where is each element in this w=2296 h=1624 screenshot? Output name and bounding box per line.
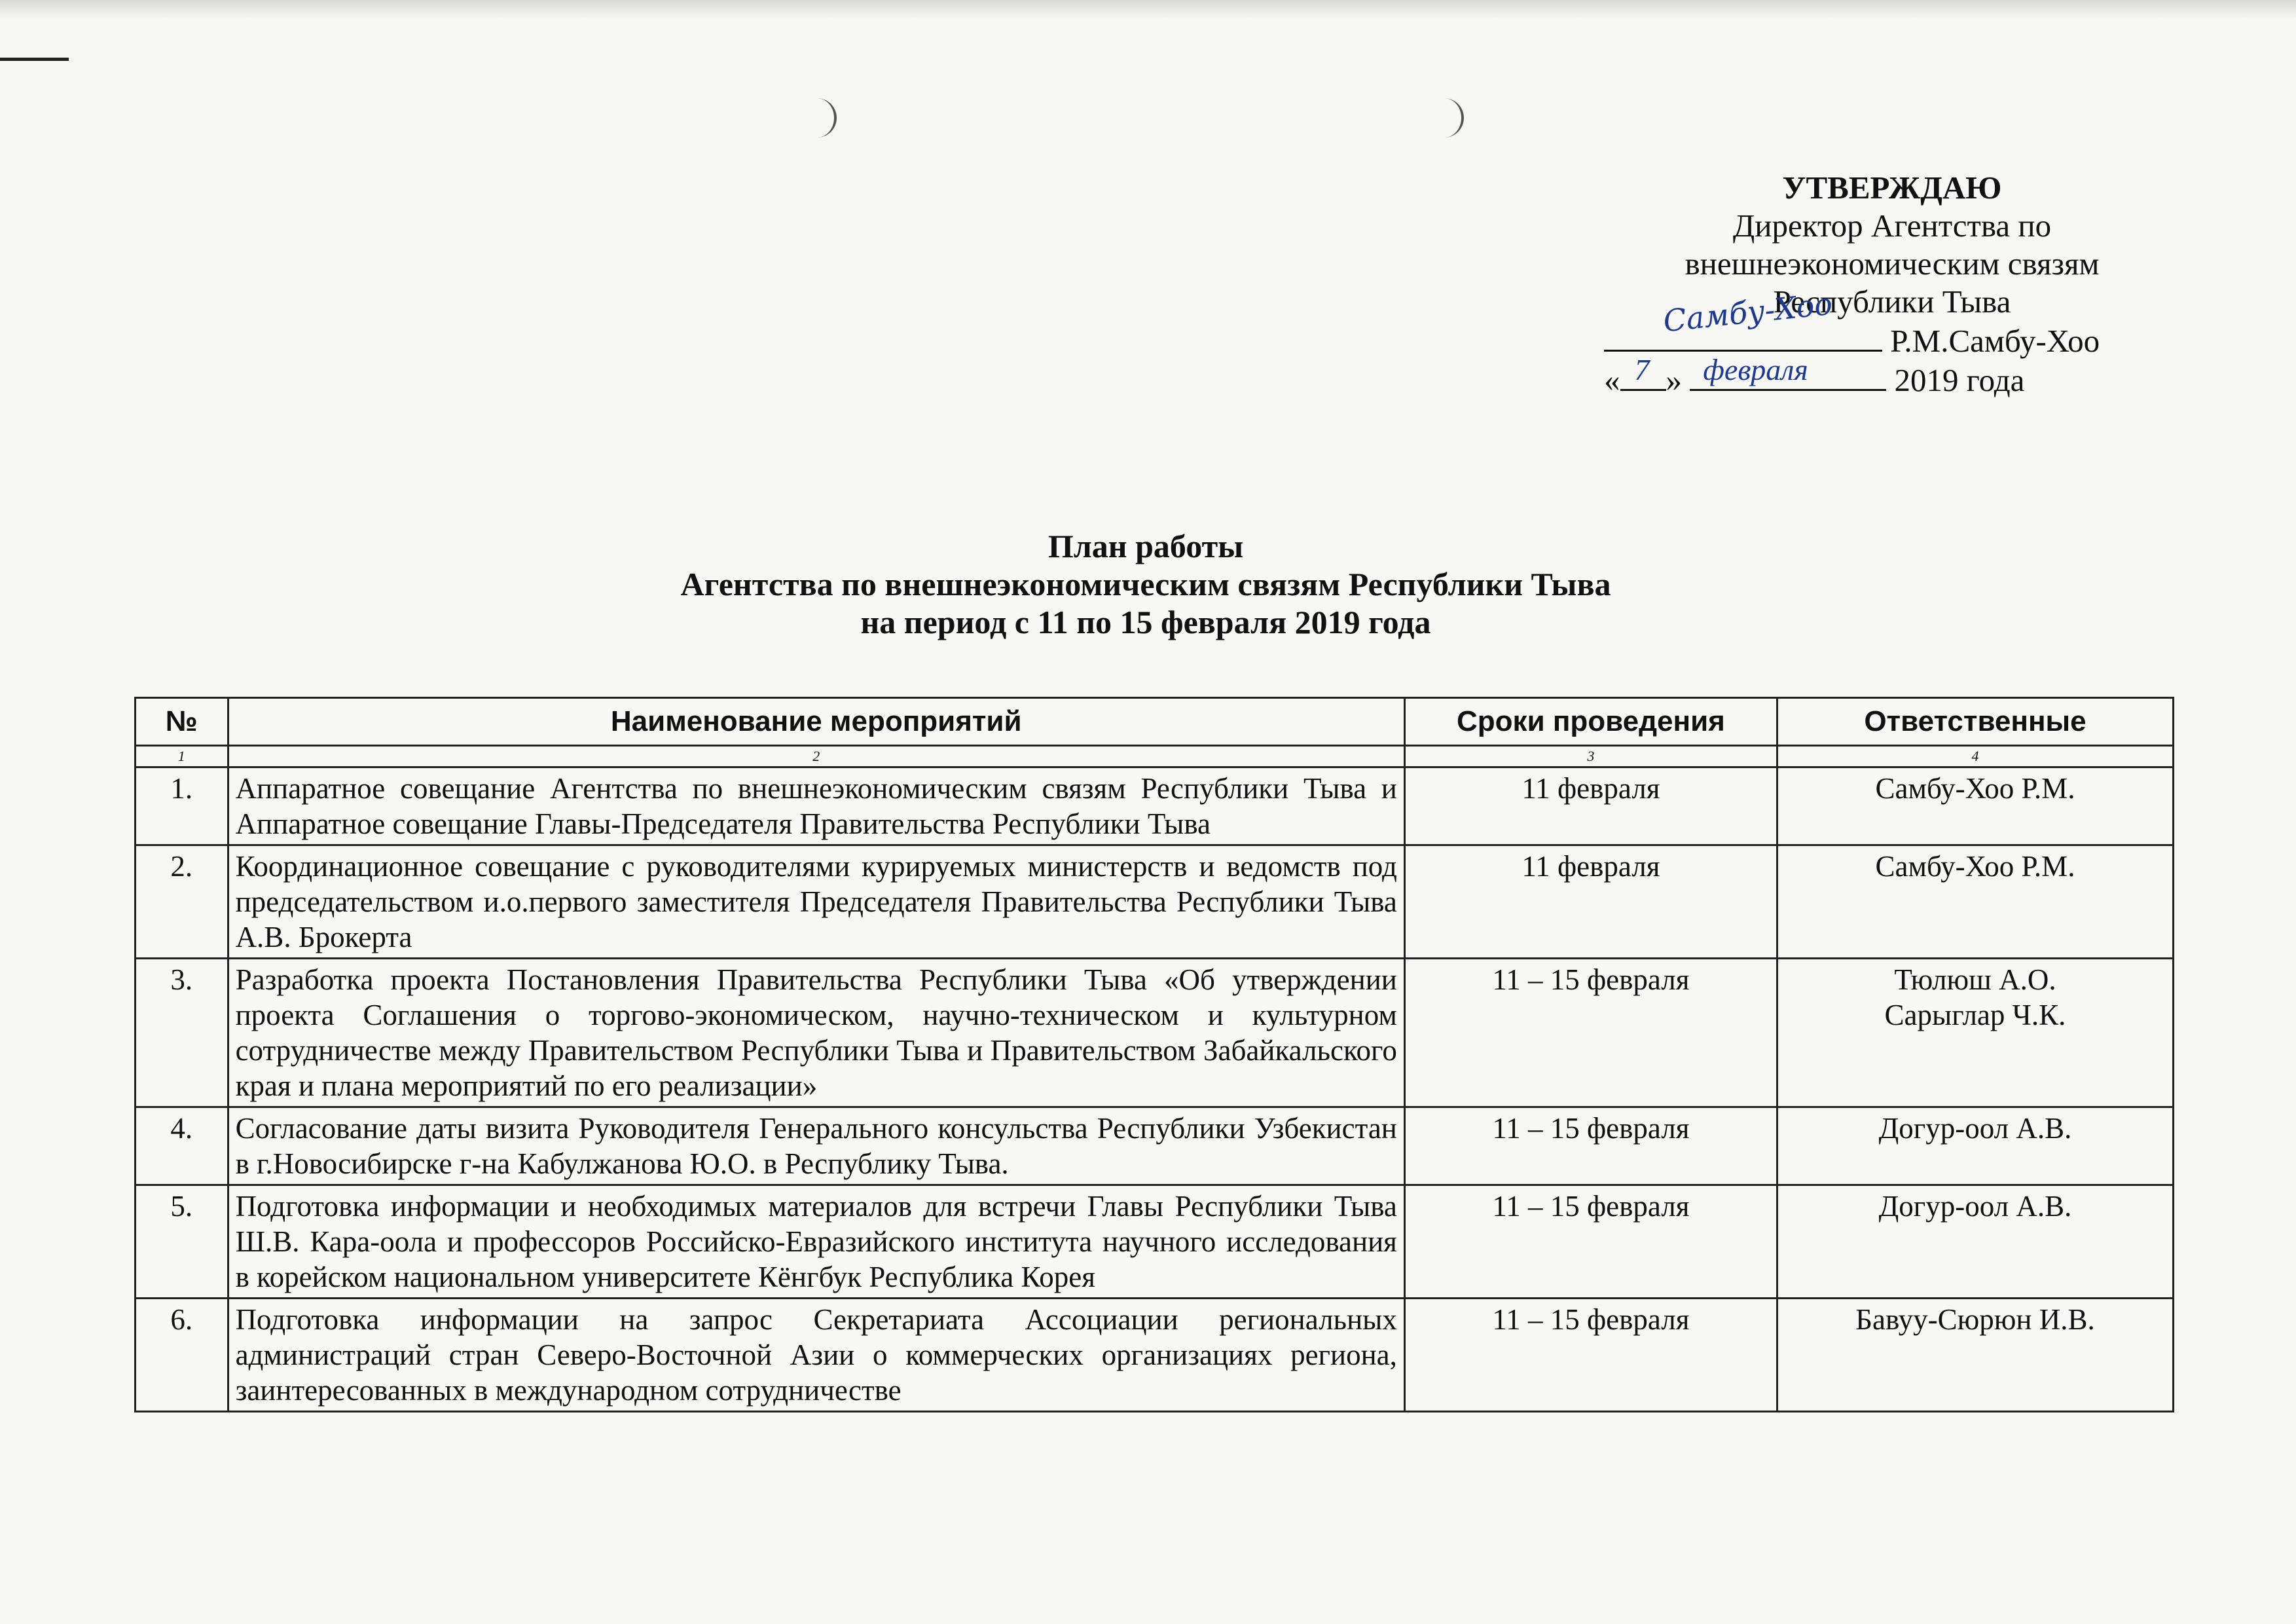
table-row [136,1299,2174,1412]
date-day-field [1620,353,1666,391]
column-index-row [136,746,2174,767]
row-number: 3. [136,959,228,1107]
scan-page-edge [0,0,2296,20]
date-month-field [1690,353,1886,391]
handwritten-month: февраля [1703,353,1808,386]
date-quote-open: « [1604,362,1620,398]
event-date: 11 – 15 февраля [1404,1185,1777,1299]
approval-position-line2: внешнеэкономическим связям [1685,246,2100,282]
column-index: 1 [136,746,228,767]
event-name: Разработка проекта Постановления Правительства Республики Тыва «Об утверждении проекта Соглашения о торгово-экономическом, научно-техническом и культурном сотрудничестве между Правительством Республики Тыва и Правительством Забайкальского края и плана мероприятий по его реализации» [228,959,1404,1107]
table-header-row [136,698,2174,746]
row-number: 5. [136,1185,228,1299]
document-title [458,527,1833,641]
title-line1: План работы [1048,528,1244,564]
event-name: Подготовка информации и необходимых материалов для встречи Главы Республики Тыва Ш.В. Кара-оола и профессоров Российско-Евразийского института научного исследования в корейском национальном университете Кёнгбук Республика Корея [228,1185,1404,1299]
header-number: № [136,698,228,746]
handwritten-signature: Самбу-Хоо [1661,286,1834,339]
responsible-person: Самбу-Хоо Р.М. [1875,772,2075,805]
responsible-person: Самбу-Хоо Р.М. [1875,850,2075,883]
signature-field [1604,286,1882,352]
scan-dash-mark [0,58,69,61]
signer-name: Р.М.Самбу-Хоо [1890,323,2100,359]
event-date: 11 февраля [1404,767,1777,845]
column-index: 2 [228,746,1404,767]
approval-position-line3: Республики Тыва [1773,284,2011,320]
header-responsible: Ответственные [1777,698,2173,746]
responsible-person: Догур-оол А.В. [1878,1112,2072,1145]
event-responsible [1777,1299,2173,1412]
event-responsible [1777,959,2173,1107]
responsible-person: Тюлюш А.О. [1894,963,2056,996]
responsible-person: Сарыглар Ч.К. [1884,999,2066,1031]
event-name: Координационное совещание с руководителями курируемых министерств и ведомств под председательством и.о.первого заместителя Председателя Правительства Республики Тыва А.В. Брокерта [228,845,1404,959]
punch-hole-right [1438,98,1464,138]
table-row [136,845,2174,959]
work-plan-table [134,697,2174,1412]
table-row [136,1107,2174,1185]
title-line2: Агентства по внешнеэкономическим связям Республики Тыва [680,566,1611,602]
approval-position-line1: Директор Агентства по [1732,208,2052,244]
event-responsible [1777,845,2173,959]
table-row [136,767,2174,845]
table-row [136,1185,2174,1299]
handwritten-day: 7 [1634,353,1650,386]
event-name: Согласование даты визита Руководителя Генерального консульства Республики Узбекистан в г.Новосибирске г-на Кабулжанова Ю.О. в Республику Тыва. [228,1107,1404,1185]
event-name: Аппаратное совещание Агентства по внешнеэкономическим связям Республики Тыва и Аппаратное совещание Главы-Председателя Правительства Республики Тыва [228,767,1404,845]
responsible-person: Бавуу-Сюрюн И.В. [1855,1303,2095,1336]
event-responsible [1777,1107,2173,1185]
event-name: Подготовка информации на запрос Секретариата Ассоциации региональных администраций стран Северо-Восточной Азии о коммерческих организациях региона, заинтересованных в международном сотрудничестве [228,1299,1404,1412]
row-number: 1. [136,767,228,845]
approval-date-line [1604,353,2174,399]
event-responsible [1777,767,2173,845]
punch-hole-left [811,98,837,138]
event-date: 11 февраля [1404,845,1777,959]
event-date: 11 – 15 февраля [1404,959,1777,1107]
date-year: 2019 года [1894,362,2025,398]
date-quote-close: » [1666,362,1682,398]
column-index: 4 [1777,746,2173,767]
approval-block [1604,169,2174,399]
column-index: 3 [1404,746,1777,767]
row-number: 4. [136,1107,228,1185]
event-date: 11 – 15 февраля [1404,1107,1777,1185]
header-event-name: Наименование мероприятий [228,698,1404,746]
event-date: 11 – 15 февраля [1404,1299,1777,1412]
row-number: 2. [136,845,228,959]
responsible-person: Догур-оол А.В. [1878,1190,2072,1223]
event-responsible [1777,1185,2173,1299]
title-line3: на период с 11 по 15 февраля 2019 года [860,604,1431,640]
table-row [136,959,2174,1107]
approval-heading: УТВЕРЖДАЮ [1782,170,2002,206]
header-dates: Сроки проведения [1404,698,1777,746]
row-number: 6. [136,1299,228,1412]
